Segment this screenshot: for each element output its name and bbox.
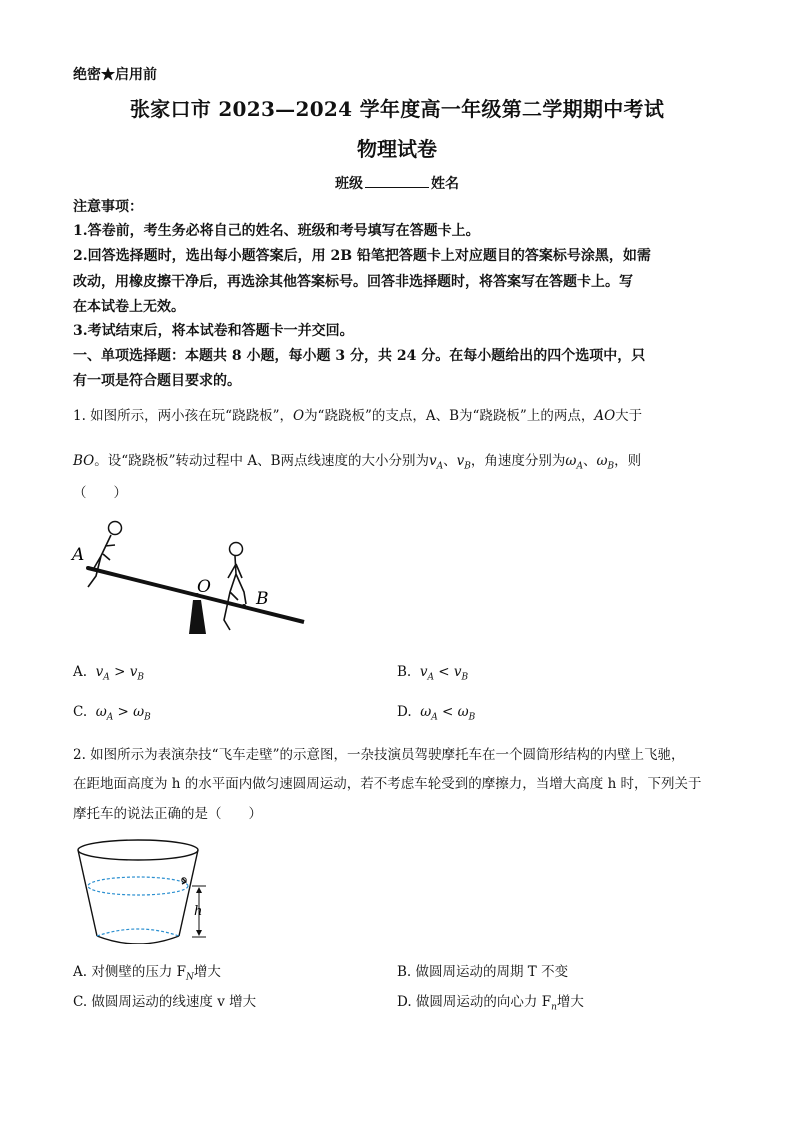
cylinder-right-wall (179, 850, 198, 936)
q1-text: 为“跷跷板”的支点，A、B为“跷跷板”上的两点， (304, 408, 595, 424)
q1-sub: B (607, 461, 615, 472)
cylinder-top-rim (78, 840, 198, 860)
q1-var-v: v (429, 453, 437, 469)
q1-text: ，角速度分别为 (470, 453, 566, 469)
q2-line-3: 摩托车的说法正确的是（ ） (73, 806, 262, 822)
q1-line-1 (73, 404, 642, 424)
var-omega: ω (95, 704, 107, 720)
option-label: D. (397, 704, 412, 720)
q1-text: 、 (582, 453, 597, 469)
q1-option-b[interactable] (397, 664, 468, 683)
right-child-body (224, 556, 246, 630)
q1-var-o: O (292, 408, 305, 424)
section-1-line-1: 一、单项选择题：本题共 8 小题，每小题 3 分，共 24 分。在每小题给出的四个选项中，只 (73, 348, 646, 364)
confidential-mark: 绝密★启用前 (73, 67, 157, 83)
q1-line-3: （ ） (73, 485, 127, 501)
cylinder-bottom-front (97, 936, 179, 944)
relation: > (109, 664, 130, 680)
q1-option-c[interactable] (73, 704, 151, 723)
sub: B (144, 712, 151, 723)
var-omega: ω (420, 704, 432, 720)
exam-subject: 物理试卷 (357, 137, 437, 161)
q1-sub: B (464, 461, 471, 472)
note-2-line-2: 改动，用橡皮擦干净后，再选涂其他答案标号。回答非选择题时，将答案写在答题卡上。写 (73, 274, 633, 290)
cylinder-bottom-back (97, 929, 179, 936)
exam-title: 张家口市 2023—2024 学年度高一年级第二学期期中考试 (129, 97, 665, 121)
q1-option-a[interactable] (73, 664, 144, 683)
q1-var-ao: AO (594, 408, 616, 424)
note-2-line-3: 在本试卷上无效。 (73, 299, 185, 315)
var-v: v (95, 664, 104, 680)
class-label: 班级 (335, 176, 363, 192)
q1-sub: A (576, 461, 583, 472)
section-1-line-2: 有一项是符合题目要求的。 (73, 373, 241, 389)
q2-option-a[interactable] (73, 960, 221, 983)
q1-var-v: v (456, 453, 465, 469)
var-omega: ω (457, 704, 469, 720)
q2-line-1: 2. 如图所示为表演杂技“飞车走壁”的示意图，一杂技演员驾驶摩托车在一个圆筒形结构的内壁上飞驰， (73, 747, 685, 763)
h-arrow-down (196, 930, 202, 936)
q1-text: ，则 (614, 453, 642, 469)
sub: B (461, 672, 469, 683)
cylinder-figure (74, 834, 220, 944)
seesaw-figure (70, 512, 310, 642)
q1-var-omega: ω (565, 453, 577, 469)
h-arrow-up (196, 887, 202, 893)
option-label: A. (73, 664, 88, 680)
q1-text: 、 (443, 453, 457, 469)
q1-option-d[interactable] (397, 704, 475, 723)
option-label: B. (397, 664, 412, 680)
label-a: A (72, 545, 85, 565)
var-v: v (419, 664, 428, 680)
relation: < (433, 664, 454, 680)
q1-var-bo: BO (73, 453, 95, 469)
left-child-body (88, 535, 115, 587)
relation: > (113, 704, 134, 720)
notes-heading: 注意事项： (73, 199, 143, 215)
name-label: 姓名 (431, 176, 459, 192)
sub: A (427, 672, 434, 683)
sub: A (103, 672, 110, 683)
seesaw-pivot (189, 600, 206, 634)
option-text: A. 对侧壁的压力 F (73, 964, 186, 980)
label-o: O (197, 577, 211, 597)
class-blank[interactable] (365, 173, 429, 188)
note-2-line-1: 2.回答选择题时，选出每小题答案后，用 2B 铅笔把答题卡上对应题目的答案标号涂黑，如需 (73, 248, 651, 264)
point-a (86, 566, 90, 570)
var-v: v (453, 664, 462, 680)
point-b (242, 604, 246, 608)
sub: B (137, 672, 144, 683)
label-b: B (256, 589, 269, 609)
right-child-head (230, 543, 243, 556)
cylinder-left-wall (78, 850, 97, 936)
note-1: 1.答卷前，考生务必将自己的姓名、班级和考号填写在答题卡上。 (73, 223, 480, 239)
motion-circle (88, 877, 188, 895)
q1-var-omega: ω (596, 453, 608, 469)
sub: N (186, 972, 194, 983)
relation: < (437, 704, 458, 720)
option-text: D. 做圆周运动的向心力 F (397, 994, 552, 1010)
q1-line-2 (73, 449, 641, 472)
option-text: 增大 (556, 994, 584, 1010)
var-omega: ω (133, 704, 145, 720)
class-name-line (0, 173, 794, 193)
q2-line-2: 在距地面高度为 h 的水平面内做匀速圆周运动，若不考虑车轮受到的摩擦力，当增大高度 h 时，下列关于 (73, 776, 702, 792)
option-label: C. (73, 704, 88, 720)
q1-text: 。设“跷跷板”转动过程中 A、B两点线速度的大小分别为 (94, 453, 430, 469)
sub: A (431, 712, 438, 723)
label-h: h (194, 904, 203, 919)
q2-option-d[interactable] (397, 990, 584, 1013)
sub: A (106, 712, 114, 723)
sub: n (551, 1002, 557, 1013)
q2-option-c[interactable]: C. 做圆周运动的线速度 v 增大 (73, 994, 257, 1010)
left-child-head (109, 522, 122, 535)
q1-text: 1. 如图所示，两小孩在玩“跷跷板”， (73, 408, 293, 424)
q1-text: 大于 (615, 408, 643, 424)
note-3: 3.考试结束后，将本试卷和答题卡一并交回。 (73, 323, 354, 339)
var-v: v (129, 664, 138, 680)
q1-sub: A (436, 461, 444, 472)
option-text: 增大 (193, 964, 221, 980)
q2-option-b[interactable]: B. 做圆周运动的周期 T 不变 (397, 964, 569, 980)
sub: B (468, 712, 476, 723)
